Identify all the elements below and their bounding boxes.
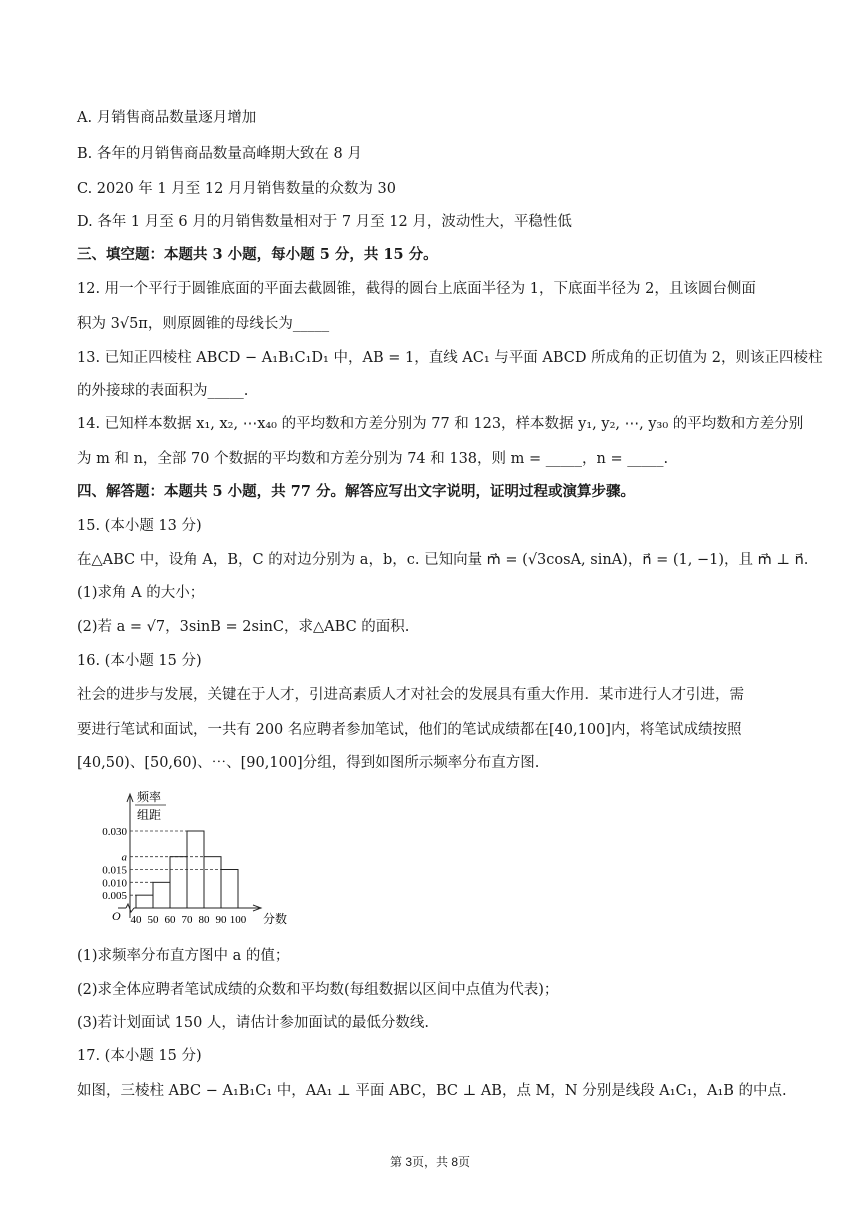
text-line: 积为 3√5π，则原圆锥的母线长为_____	[77, 316, 330, 332]
text-line: 12. 用一个平行于圆锥底面的平面去截圆锥，截得的圆台上底面半径为 1，下底面半径为 2，且该圆台侧面	[77, 281, 756, 297]
text-line: 17. (本小题 15 分)	[77, 1048, 202, 1064]
y-tick-label: 0.015	[102, 864, 127, 877]
page-footer: 第 3页，共 8页	[389, 1155, 471, 1169]
text-line: 社会的进步与发展，关键在于人才，引进高素质人才对社会的发展具有重大作用．某市进行人才引进，需	[77, 687, 744, 703]
x-axis-label: 分数	[263, 912, 288, 926]
text-line: D. 各年 1 月至 6 月的月销售数量相对于 7 月至 12 月，波动性大，平稳性低	[77, 214, 572, 230]
text-line: 14. 已知样本数据 x₁, x₂, ⋯x₄₀ 的平均数和方差分别为 77 和 123，样本数据 y₁, y₂, ⋯, y₃₀ 的平均数和方差分别	[77, 416, 804, 432]
text-line: (1)求角 A 的大小；	[77, 585, 205, 601]
text-line: (1)求频率分布直方图中 a 的值；	[77, 948, 290, 964]
frequency-histogram	[74, 786, 304, 936]
x-tick-label: 40	[130, 914, 142, 926]
y-label-bottom: 组距	[137, 808, 162, 822]
text-line: 三、填空题：本题共 3 小题，每小题 5 分，共 15 分。	[77, 246, 438, 263]
origin-label: O	[112, 909, 121, 923]
y-tick-label: 0.030	[102, 826, 127, 838]
x-tick-label: 70	[181, 914, 193, 926]
text-line: (2)求全体应聘者笔试成绩的众数和平均数(每组数据以区间中点值为代表)；	[77, 982, 559, 998]
text-line: 15. (本小题 13 分)	[77, 518, 202, 534]
x-tick-label: 50	[147, 914, 159, 926]
text-line: 的外接球的表面积为_____.	[77, 383, 249, 399]
text-line: A. 月销售商品数量逐月增加	[77, 110, 257, 126]
text-line: 要进行笔试和面试，一共有 200 名应聘者参加笔试，他们的笔试成绩都在[40,100]内，将笔试成绩按照	[77, 722, 742, 738]
text-line: 为 m 和 n，全部 70 个数据的平均数和方差分别为 74 和 138，则 m = _____，n = _____.	[77, 451, 669, 467]
text-line: 四、解答题：本题共 5 小题，共 77 分。解答应写出文字说明，证明过程或演算步骤。	[77, 483, 635, 500]
y-label-top: 频率	[137, 790, 162, 804]
histogram-bar	[170, 857, 187, 908]
x-tick-label: 80	[198, 914, 210, 926]
text-line: (3)若计划面试 150 人，请估计参加面试的最低分数线.	[77, 1015, 430, 1031]
text-line: 如图，三棱柱 ABC − A₁B₁C₁ 中，AA₁ ⊥ 平面 ABC，BC ⊥ AB，点 M，N 分别是线段 A₁C₁，A₁B 的中点.	[77, 1083, 787, 1099]
text-line: [40,50)、[50,60)、⋯、[90,100]分组，得到如图所示频率分布直方图.	[77, 755, 540, 771]
x-tick-label: 100	[229, 914, 247, 926]
text-line: (2)若 a = √7，3sinB = 2sinC，求△ABC 的面积.	[77, 619, 410, 635]
x-tick-label: 60	[164, 914, 176, 926]
y-tick-label: a	[121, 851, 127, 864]
histogram-bar	[221, 870, 238, 909]
text-line: 13. 已知正四棱柱 ABCD − A₁B₁C₁D₁ 中，AB = 1，直线 AC₁ 与平面 ABCD 所成角的正切值为 2，则该正四棱柱	[77, 350, 823, 366]
text-line: 在△ABC 中，设角 A，B，C 的对边分别为 a，b，c. 已知向量 m⃗ = (√3cosA, sinA)，n⃗ = (1, −1)，且 m⃗ ⊥ n⃗.	[77, 552, 809, 568]
text-line: 16. (本小题 15 分)	[77, 653, 202, 669]
histogram-bar	[204, 857, 221, 908]
x-tick-label: 90	[215, 914, 227, 926]
text-line: C. 2020 年 1 月至 12 月月销售数量的众数为 30	[77, 181, 396, 197]
y-tick-label: 0.010	[102, 877, 127, 890]
histogram-bar	[153, 882, 170, 908]
y-tick-label: 0.005	[102, 890, 127, 903]
text-line: B. 各年的月销售商品数量高峰期大致在 8 月	[77, 146, 362, 162]
histogram-bar	[136, 895, 153, 908]
